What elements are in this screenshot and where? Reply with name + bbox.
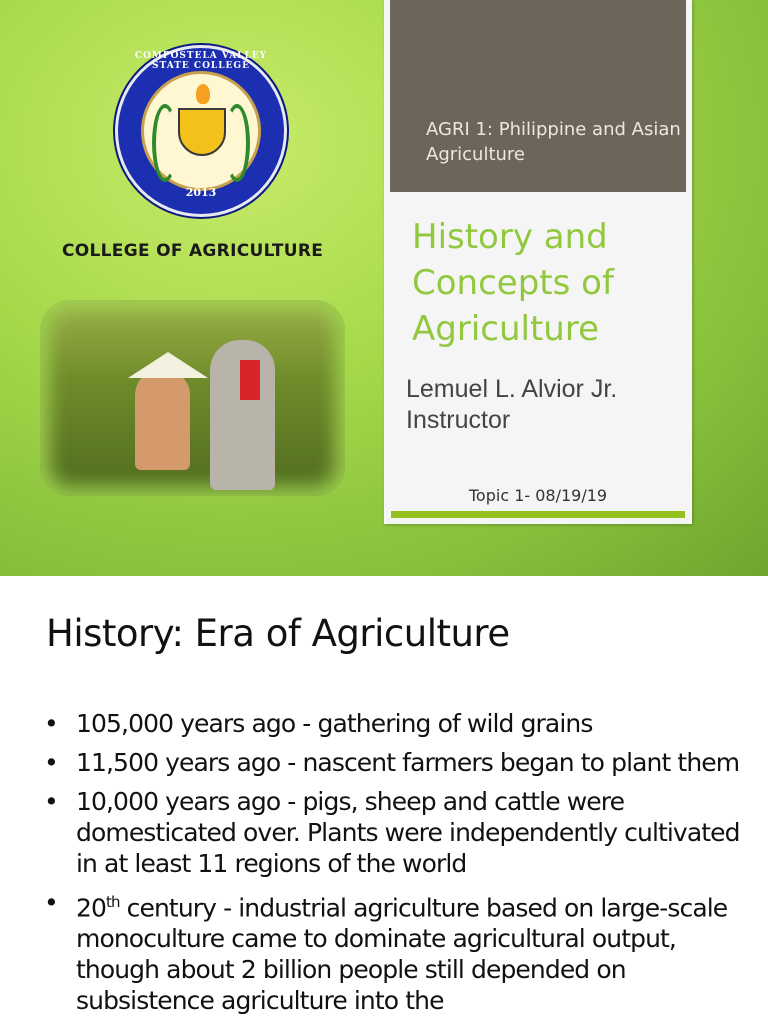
slide-title: History: Era of Agriculture	[46, 612, 510, 655]
accent-bar	[391, 511, 685, 518]
list-item: • 11,500 years ago - nascent farmers began to plant them	[44, 748, 740, 777]
course-name: AGRI 1: Philippine and Asian Agriculture	[426, 119, 681, 165]
author-role: Instructor	[406, 406, 511, 434]
author	[406, 374, 617, 436]
bullet-list	[44, 708, 744, 1024]
list-item: • 10,000 years ago - pigs, sheep and cattle were domesticated over. Plants were independently cultivated in at least 11 regions of the world	[44, 787, 740, 878]
list-item: • 20th century - industrial agriculture based on large-scale monoculture came to dominate agricultural output, though about 2 billion people still depended on subsistence agriculture into the	[44, 888, 728, 1016]
seal-ring-text: COMPOSTELA VALLEY STATE COLLEGE	[134, 51, 268, 71]
course-box	[390, 0, 686, 192]
title-panel	[384, 0, 692, 524]
torch-icon	[196, 84, 210, 104]
shield-icon	[178, 108, 226, 156]
slide-title: History and Concepts of Agriculture	[412, 217, 614, 349]
college-seal-logo	[115, 45, 287, 217]
seal-year: 2013	[185, 186, 217, 199]
topic-date: Topic 1- 08/19/19	[468, 486, 608, 505]
college-label: COLLEGE OF AGRICULTURE	[62, 241, 324, 261]
farmers-photo	[40, 300, 345, 496]
list-item: • 105,000 years ago - gathering of wild grains	[44, 709, 593, 738]
history-slide	[0, 588, 768, 1024]
author-name: Lemuel L. Alvior Jr.	[406, 375, 618, 403]
